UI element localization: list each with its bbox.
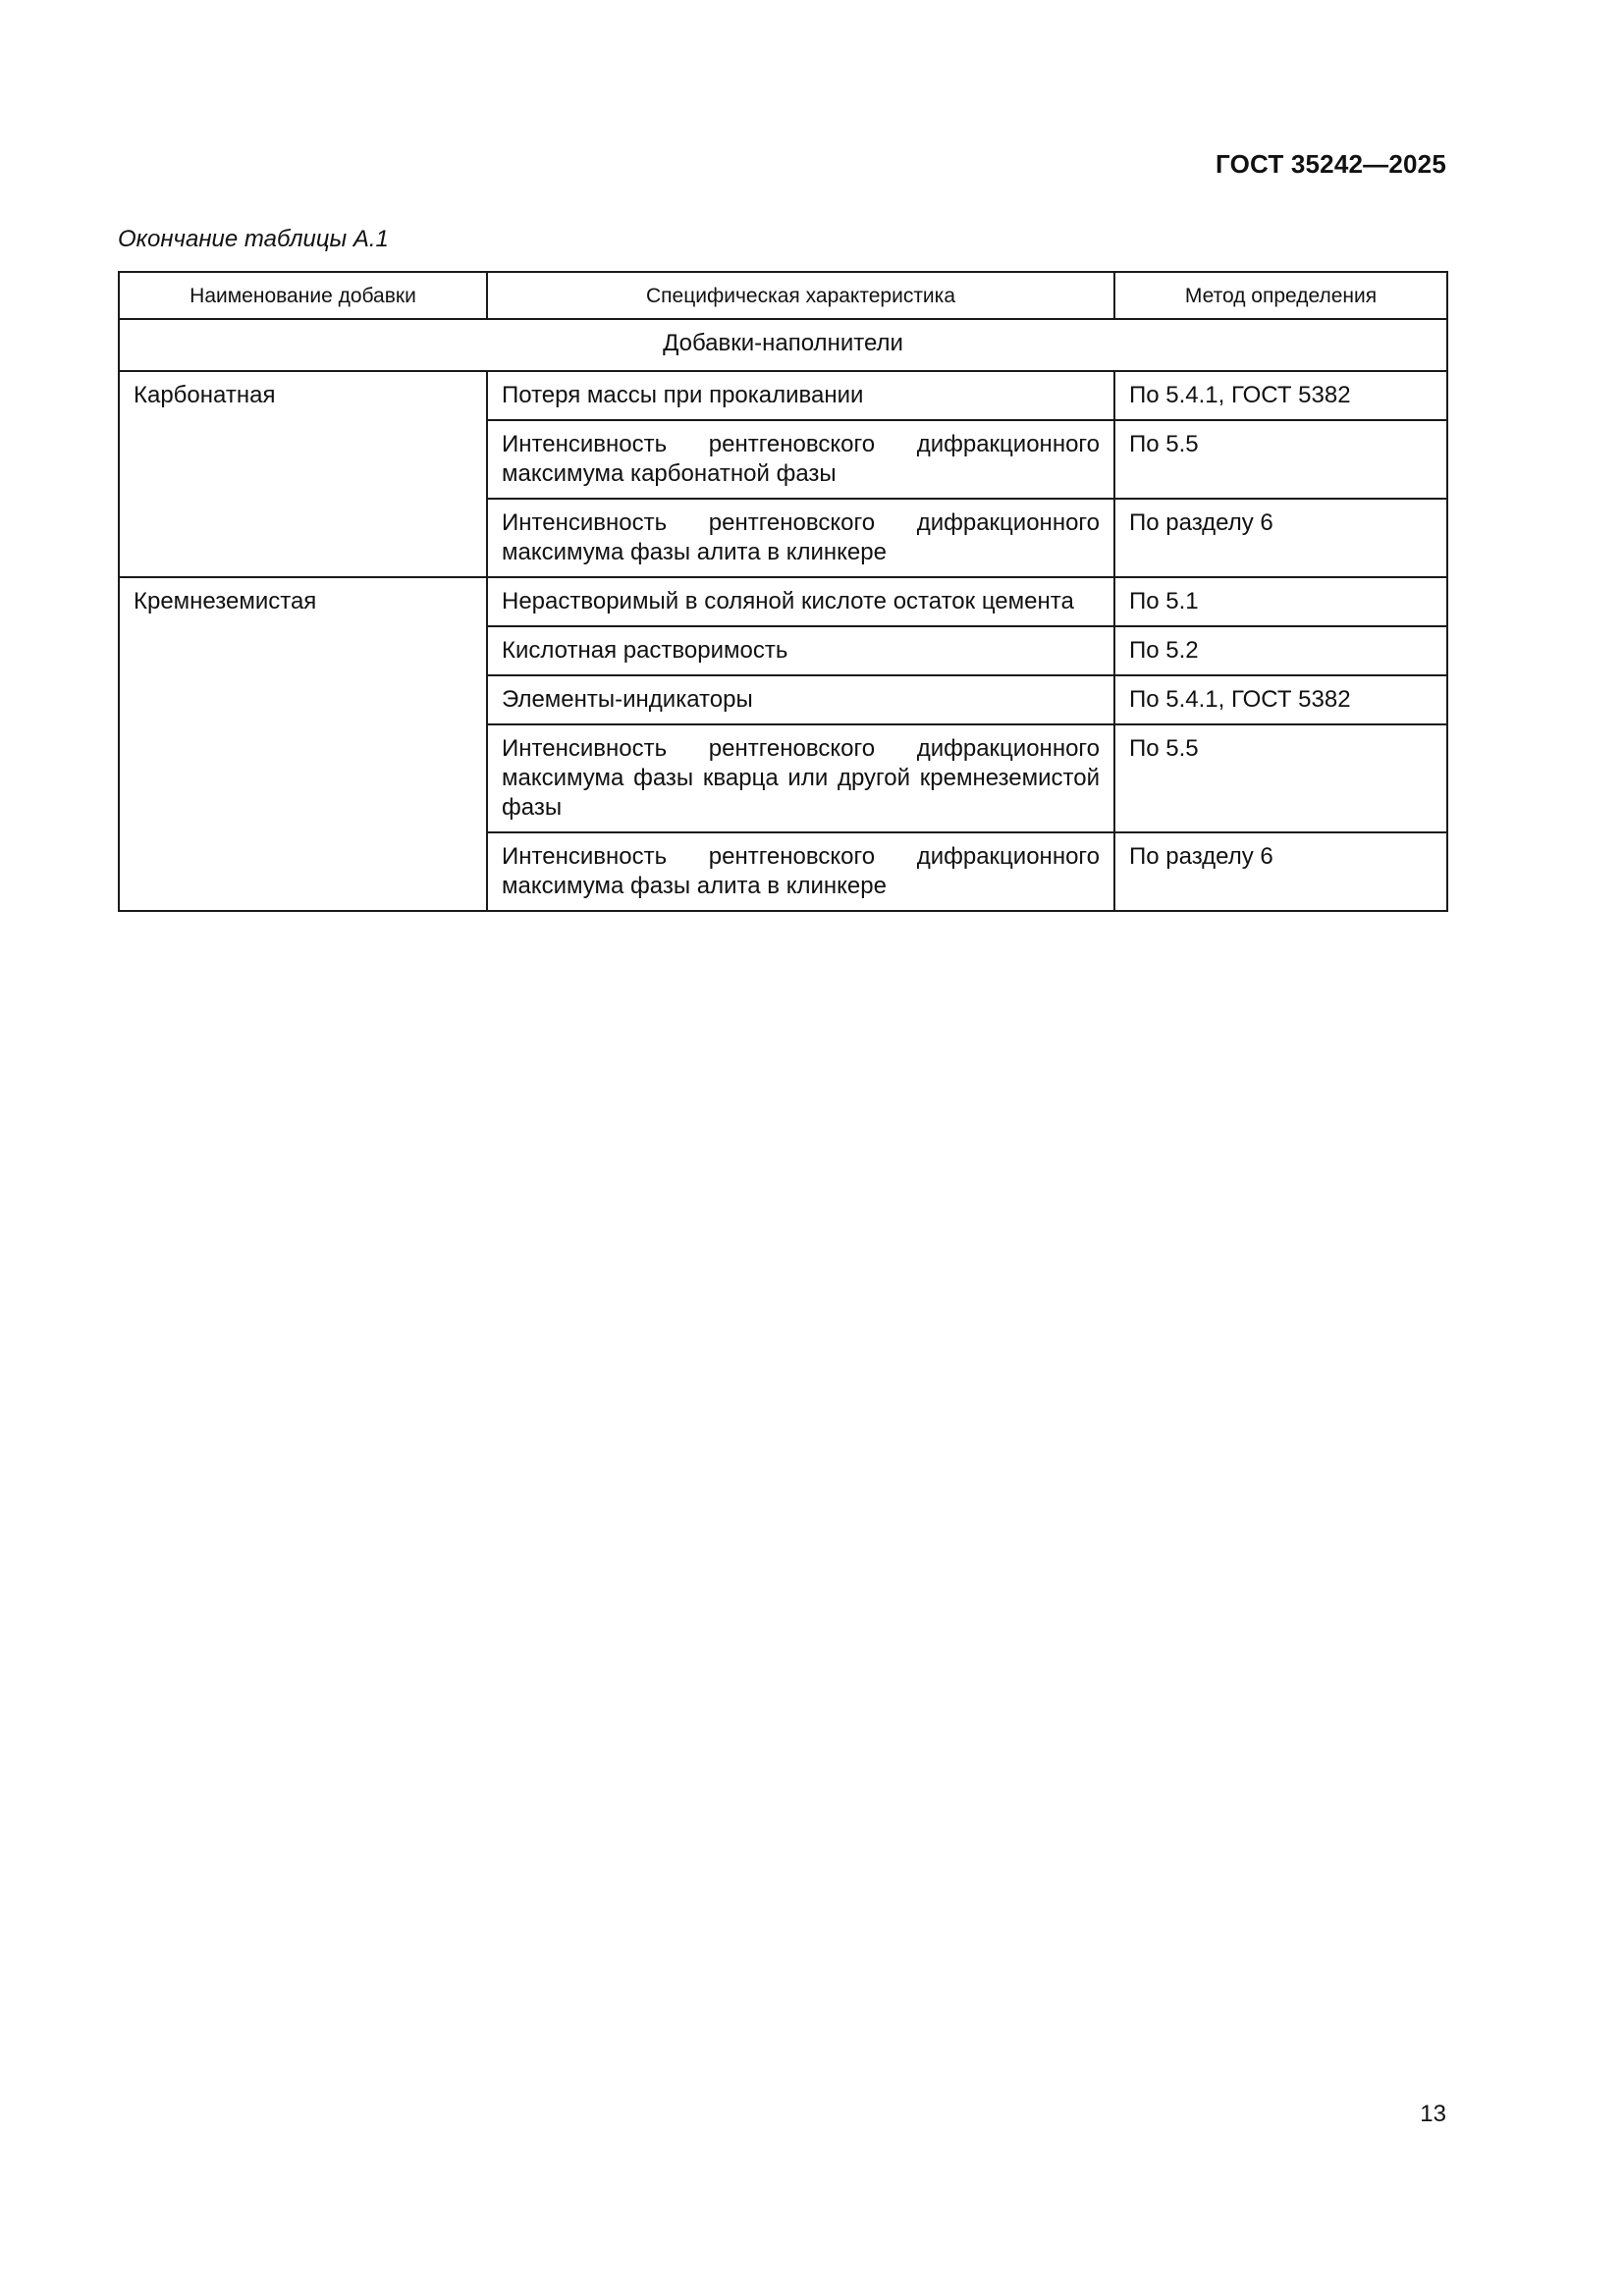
table-group-row: [119, 319, 1447, 371]
additive-name-carbonate: Карбонатная: [119, 371, 487, 577]
characteristic-cell: Нерастворимый в соляной кислоте остаток цемента: [487, 577, 1114, 626]
characteristic-cell: Интенсивность рентгеновского дифракционного максимума карбонатной фазы: [487, 420, 1114, 499]
column-header-additive-name: Наименование добавки: [119, 272, 487, 319]
characteristic-cell: Кислотная растворимость: [487, 626, 1114, 675]
method-cell: По 5.4.1, ГОСТ 5382: [1114, 675, 1447, 724]
table-row: [119, 577, 1447, 626]
document-code: ГОСТ 35242—2025: [1216, 149, 1446, 179]
characteristic-cell: Элементы-индикаторы: [487, 675, 1114, 724]
characteristic-cell: Потеря массы при прокаливании: [487, 371, 1114, 420]
column-header-characteristic: Специфическая характеристика: [487, 272, 1114, 319]
method-cell: По 5.2: [1114, 626, 1447, 675]
method-cell: По разделу 6: [1114, 499, 1447, 577]
table-caption: Окончание таблицы А.1: [118, 226, 389, 252]
additives-table: [118, 271, 1448, 912]
column-header-method: Метод определения: [1114, 272, 1447, 319]
page-number: 13: [1420, 2101, 1446, 2127]
characteristic-cell: Интенсивность рентгеновского дифракционного максимума фазы алита в клинкере: [487, 832, 1114, 911]
group-title: Добавки-наполнители: [119, 319, 1447, 371]
table-header-row: [119, 272, 1447, 319]
table-row: [119, 371, 1447, 420]
method-cell: По разделу 6: [1114, 832, 1447, 911]
method-cell: По 5.5: [1114, 420, 1447, 499]
method-cell: По 5.1: [1114, 577, 1447, 626]
characteristic-cell: Интенсивность рентгеновского дифракционного максимума фазы алита в клинкере: [487, 499, 1114, 577]
method-cell: По 5.5: [1114, 724, 1447, 832]
method-cell: По 5.4.1, ГОСТ 5382: [1114, 371, 1447, 420]
additive-name-siliceous: Кремнеземистая: [119, 577, 487, 911]
characteristic-cell: Интенсивность рентгеновского дифракционного максимума фазы кварца или другой кремнеземистой фазы: [487, 724, 1114, 832]
